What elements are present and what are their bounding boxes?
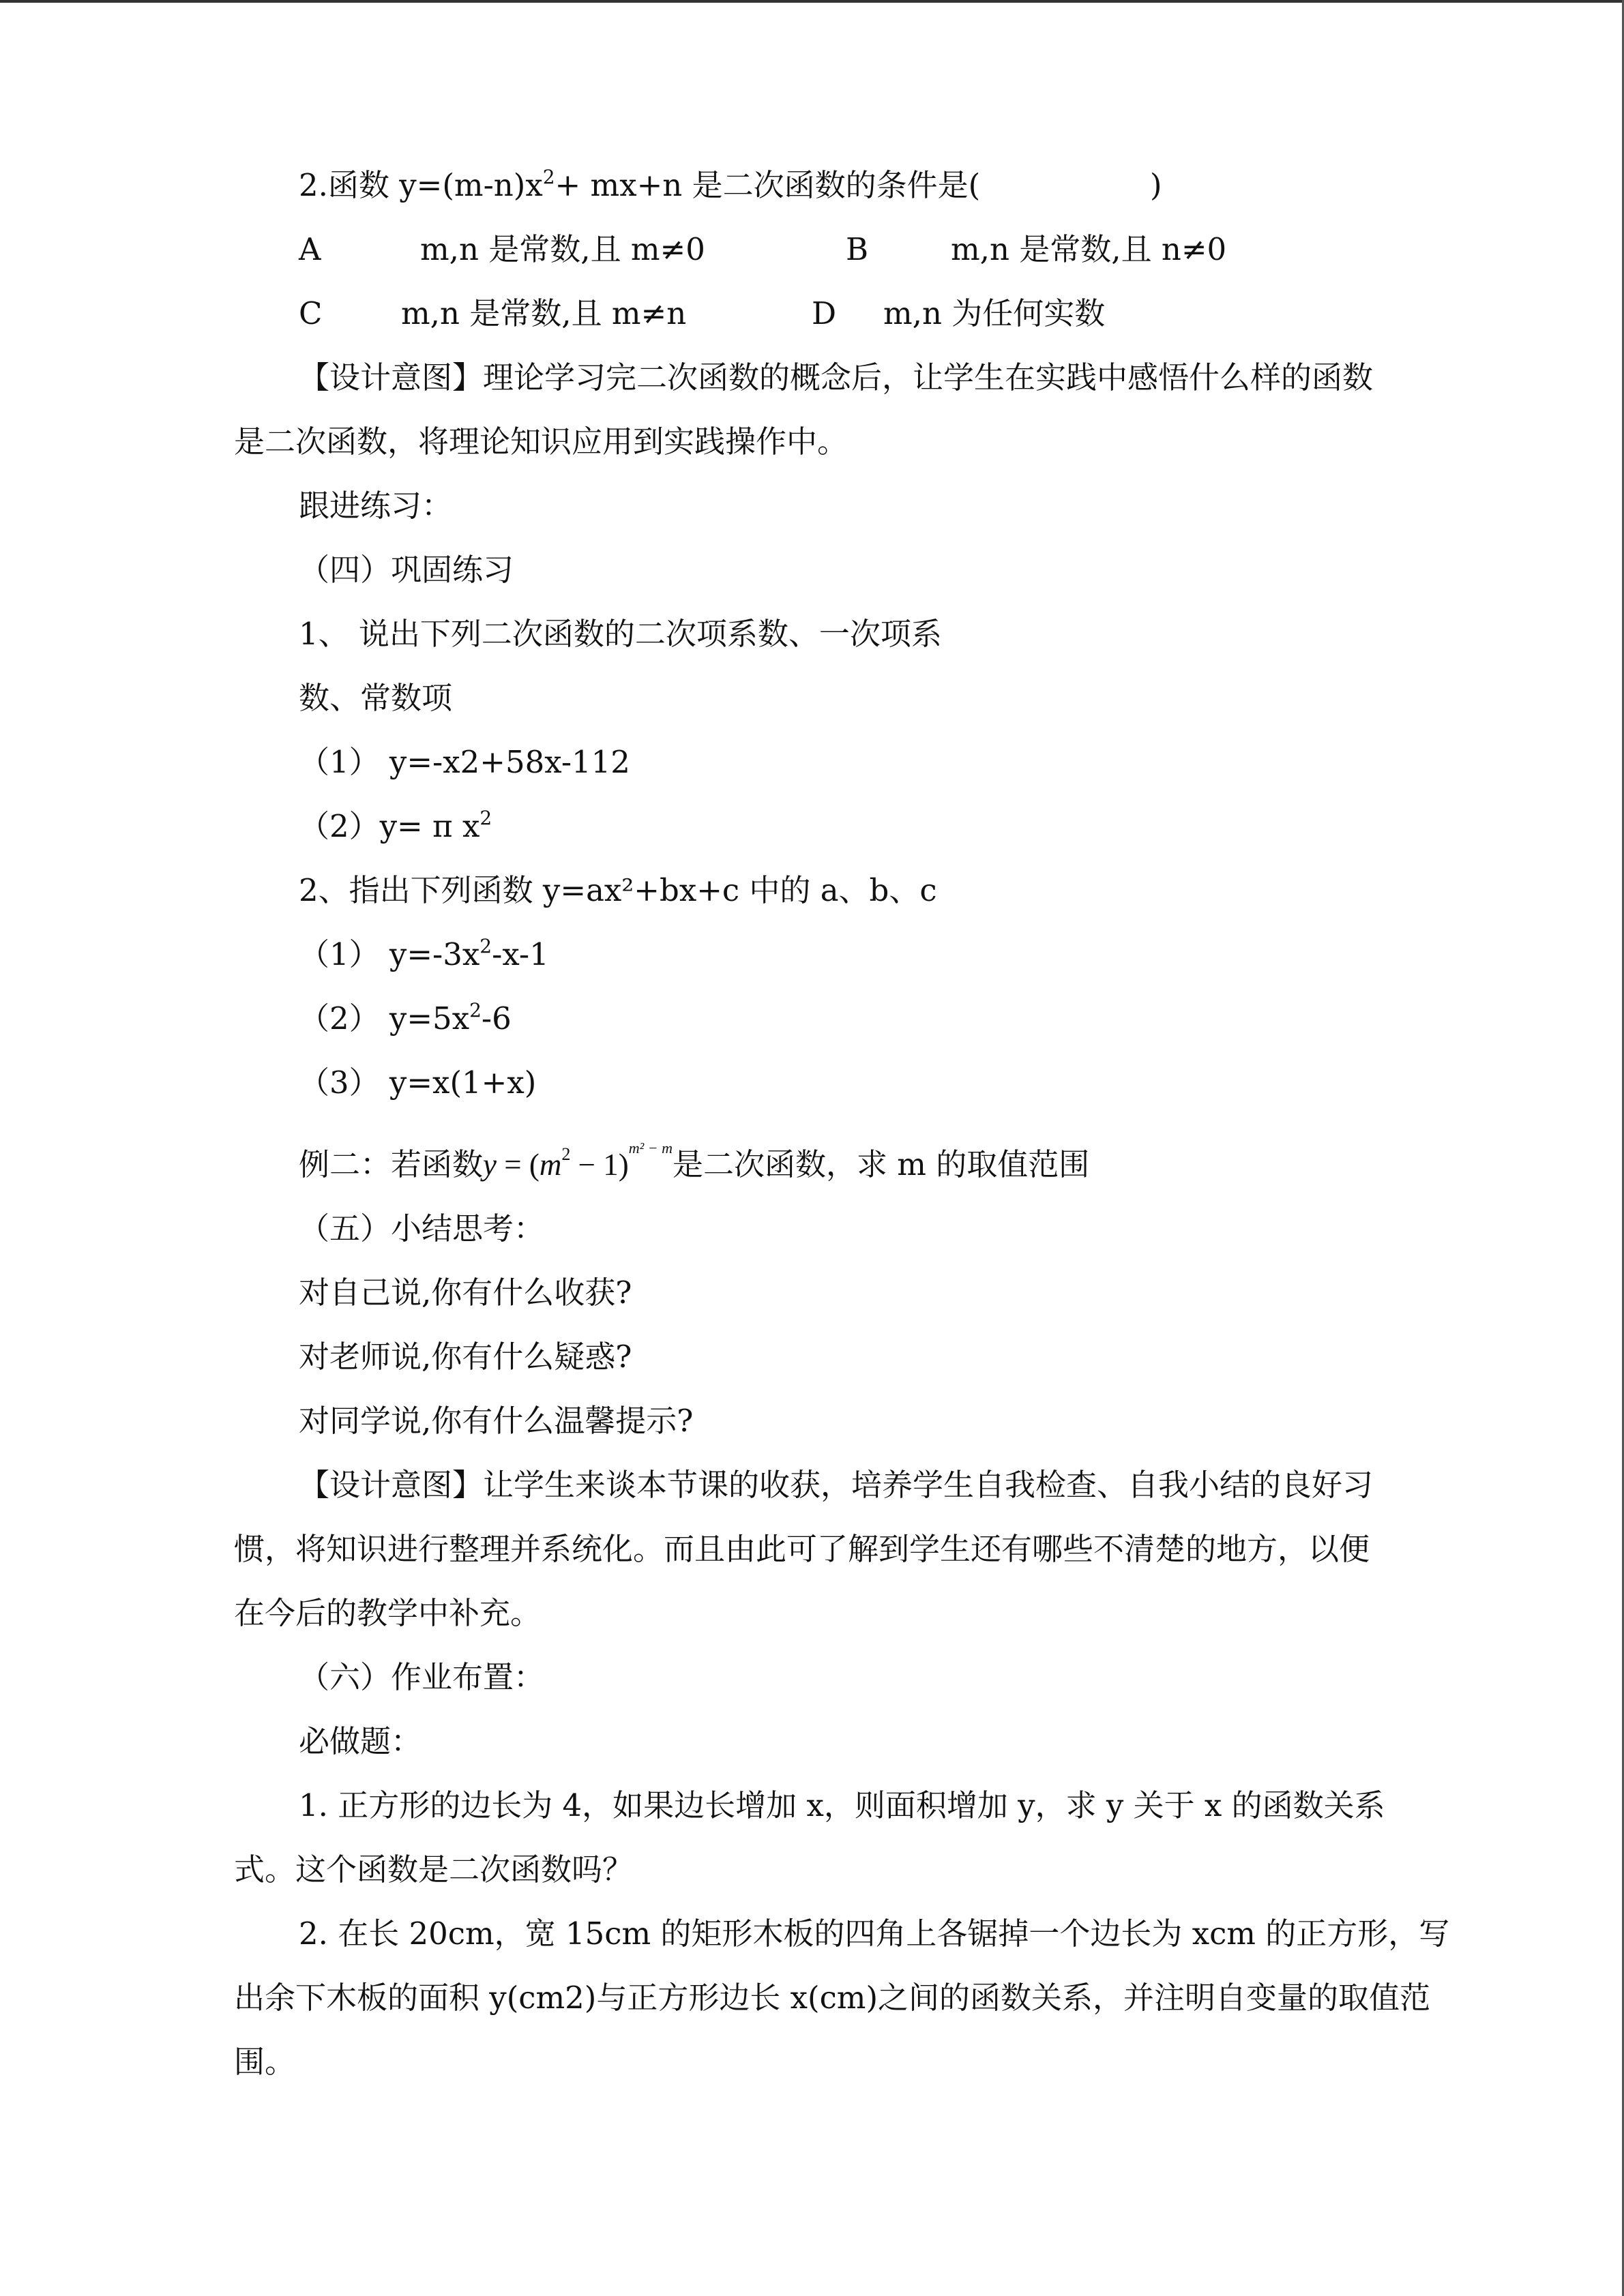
section-4-title: （四）巩固练习 bbox=[299, 552, 514, 588]
exercise-2-item-3: （3） y=x(1+x) bbox=[299, 1064, 537, 1101]
q2-stem bbox=[299, 166, 980, 205]
reflection-q1: 对自己说,你有什么收获? bbox=[299, 1274, 632, 1311]
homework-1-line-2: 式。这个函数是二次函数吗？ bbox=[234, 1851, 634, 1888]
homework-2-line-2: 出余下木板的面积 y(cm2)与正方形边长 x(cm)之间的函数关系，并注明自变量的取值范 bbox=[234, 1980, 1431, 2016]
exercise-1-line-2: 数、常数项 bbox=[299, 680, 453, 716]
example-2 bbox=[299, 1139, 1090, 1184]
design-intent-1-line-2: 是二次函数，将理论知识应用到实践操作中。 bbox=[234, 423, 848, 460]
q2-stem-close: ) bbox=[1150, 167, 1162, 203]
exercise-1-line-1: 1、 说出下列二次函数的二次项系数、一次项系 bbox=[299, 616, 942, 652]
required-heading: 必做题： bbox=[299, 1723, 422, 1759]
exercise-2-item-1-text: （1） y=-3x bbox=[299, 936, 480, 972]
formula-exponent: m² − m bbox=[628, 1139, 673, 1157]
design-intent-2-line-1: 【设计意图】让学生来谈本节课的收获，培养学生自我检查、自我小结的良好习 bbox=[299, 1467, 1374, 1503]
q2-option-d-text: m,n 为任何实数 bbox=[883, 295, 1106, 331]
design-intent-2-line-3: 在今后的教学中补充。 bbox=[234, 1595, 542, 1631]
formula-eq: = ( bbox=[497, 1148, 540, 1182]
exercise-2-title: 2、指出下列函数 y=ax²+bx+c 中的 a、b、c bbox=[299, 872, 937, 908]
page-border-top bbox=[0, 0, 1624, 3]
q2-stem-text-2: + mx+n 是二次函数的条件是( bbox=[555, 167, 981, 203]
design-intent-1-line-1: 【设计意图】理论学习完二次函数的概念后，让学生在实践中感悟什么样的函数 bbox=[299, 359, 1374, 396]
homework-2-line-1: 2. 在长 20cm，宽 15cm 的矩形木板的四角上各锯掉一个边长为 xcm 的正方形，写 bbox=[299, 1915, 1450, 1952]
exercise-2-item-2 bbox=[299, 1000, 512, 1038]
example-2-formula bbox=[483, 1139, 673, 1182]
design-intent-2-line-2: 惯，将知识进行整理并系统化。而且由此可了解到学生还有哪些不清楚的地方，以便 bbox=[234, 1531, 1370, 1567]
reflection-q2: 对老师说,你有什么疑惑? bbox=[299, 1339, 632, 1375]
formula-m: m bbox=[539, 1148, 562, 1182]
q2-option-b-text: m,n 是常数,且 n≠0 bbox=[951, 231, 1227, 267]
example-2-suffix: 是二次函数，求 m 的取值范围 bbox=[672, 1146, 1090, 1182]
followup-heading: 跟进练习： bbox=[299, 488, 453, 524]
formula-sup: 2 bbox=[561, 1144, 571, 1164]
formula-y: y bbox=[483, 1148, 497, 1182]
exercise-2-item-2-text: （2） y=5x bbox=[299, 1000, 470, 1037]
q2-option-a-letter: A bbox=[299, 231, 321, 267]
exercise-2-item-1-sup: 2 bbox=[479, 935, 492, 957]
reflection-q3: 对同学说,你有什么温馨提示? bbox=[299, 1403, 694, 1439]
exercise-1-item-2 bbox=[299, 807, 492, 846]
formula-minus-one: − 1) bbox=[570, 1148, 629, 1182]
homework-2-line-3: 围。 bbox=[234, 2044, 296, 2080]
q2-stem-text: 2.函数 y=(m-n)x bbox=[299, 167, 543, 203]
section-5-title: （五）小结思考： bbox=[299, 1210, 545, 1247]
exercise-2-item-1 bbox=[299, 936, 549, 974]
q2-stem-sup: 2 bbox=[542, 166, 555, 188]
exercise-1-item-2-text: （2）y= π x bbox=[299, 808, 480, 844]
q2-option-d-letter: D bbox=[812, 295, 837, 331]
example-2-prefix: 例二：若函数 bbox=[299, 1146, 484, 1182]
exercise-2-item-2-text-2: -6 bbox=[481, 1000, 512, 1037]
exercise-1-item-2-sup: 2 bbox=[479, 807, 492, 829]
exercise-2-item-1-text-2: -x-1 bbox=[492, 936, 549, 972]
exercise-1-item-1: （1） y=-x2+58x-112 bbox=[299, 744, 630, 780]
homework-1-line-1: 1. 正方形的边长为 4，如果边长增加 x，则面积增加 y，求 y 关于 x 的函数关系 bbox=[299, 1787, 1385, 1823]
exercise-2-item-2-sup: 2 bbox=[469, 999, 482, 1022]
q2-option-b-letter: B bbox=[846, 231, 869, 267]
q2-option-c-letter: C bbox=[299, 295, 323, 331]
q2-option-a-text: m,n 是常数,且 m≠0 bbox=[420, 231, 705, 267]
section-6-title: （六）作业布置： bbox=[299, 1659, 545, 1695]
q2-option-c-text: m,n 是常数,且 m≠n bbox=[401, 295, 687, 331]
